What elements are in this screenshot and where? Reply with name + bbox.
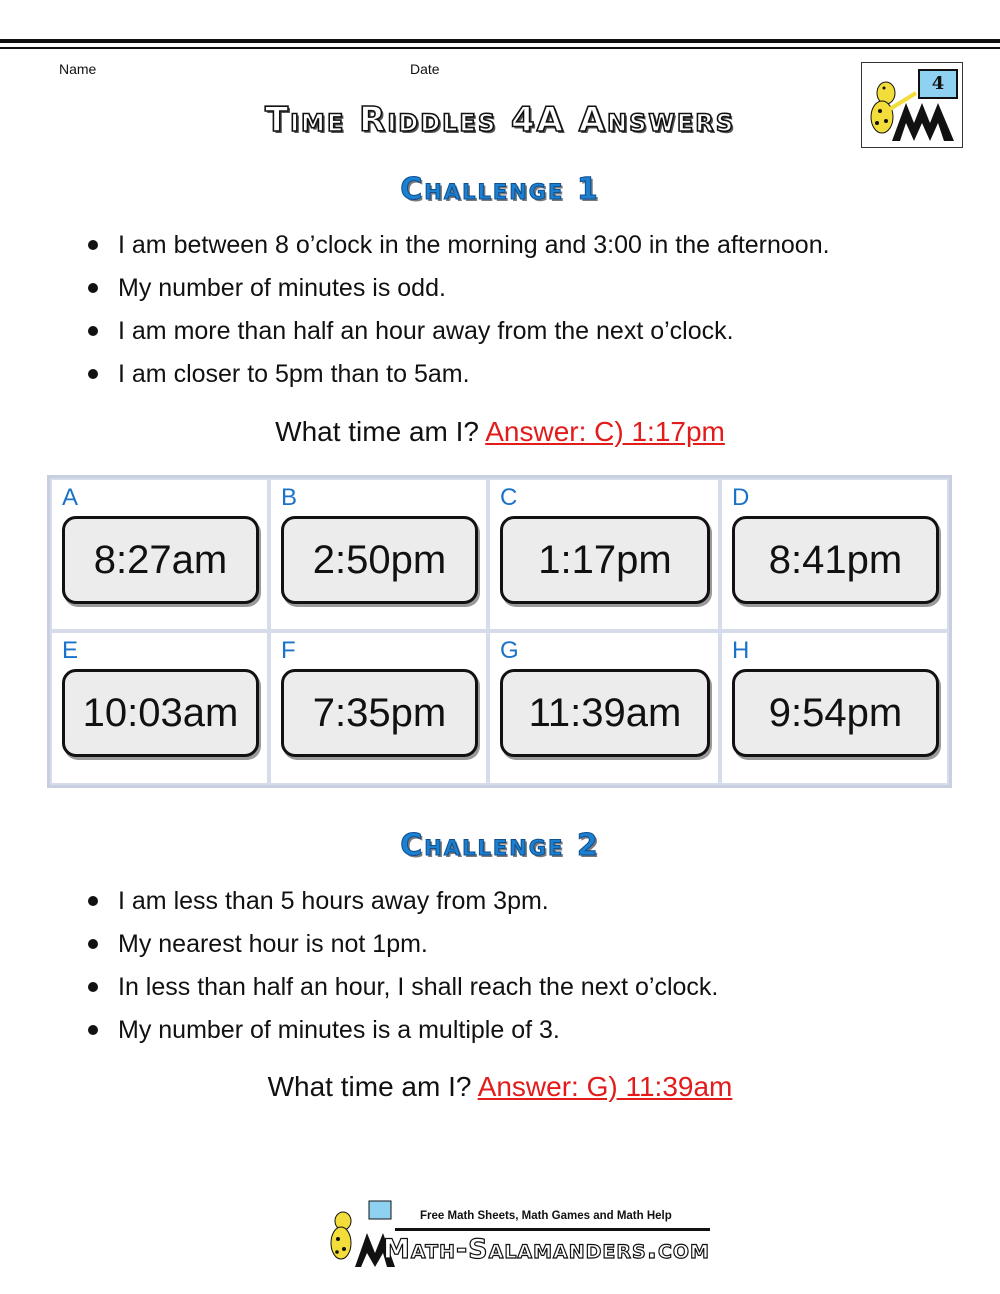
challenge-1-heading: Challenge 1 [400, 172, 600, 207]
option-time: 2:50pm [281, 516, 478, 604]
option-time: 8:27am [62, 516, 259, 604]
option-time: 9:54pm [732, 669, 939, 757]
option-time: 1:17pm [500, 516, 710, 604]
name-label: Name [59, 61, 97, 77]
option-card [50, 631, 269, 785]
bullet-icon [88, 240, 98, 250]
option-time: 8:41pm [732, 516, 939, 604]
option-letter: B [281, 484, 298, 511]
list-item: My number of minutes is odd. [88, 273, 830, 316]
challenge-2-clues [88, 886, 718, 1058]
page-title: Time Riddles 4A Answers [264, 100, 736, 140]
list-item: I am more than half an hour away from the next o’clock. [88, 316, 830, 359]
option-card [488, 478, 720, 631]
list-item: My number of minutes is a multiple of 3. [88, 1015, 718, 1058]
option-time: 7:35pm [281, 669, 478, 757]
challenge-1-clues [88, 230, 830, 402]
challenge-1-answer: Answer: C) 1:17pm [485, 416, 725, 447]
option-time: 10:03am [62, 669, 259, 757]
options-grid [47, 475, 952, 788]
bullet-icon [88, 896, 98, 906]
challenge-2-question: What time am I? Answer: G) 11:39am [267, 1071, 733, 1102]
bullet-icon [88, 369, 98, 379]
option-time: 11:39am [500, 669, 710, 757]
option-letter: H [732, 637, 750, 664]
option-letter: A [62, 484, 79, 511]
challenge-2-answer: Answer: G) 11:39am [477, 1071, 733, 1102]
option-card [50, 478, 269, 631]
date-label: Date [410, 61, 440, 77]
option-letter: E [62, 637, 79, 664]
top-rule [0, 39, 1000, 43]
footer-rule [395, 1228, 710, 1231]
bullet-icon [88, 283, 98, 293]
challenge-2-heading: Challenge 2 [400, 828, 600, 863]
option-letter: F [281, 637, 296, 664]
challenge-1-question: What time am I? Answer: C) 1:17pm [275, 416, 725, 447]
option-card [720, 631, 949, 785]
option-card [269, 478, 488, 631]
option-letter: C [500, 484, 518, 511]
footer-tagline: Free Math Sheets, Math Games and Math Help [420, 1210, 672, 1222]
list-item: I am closer to 5pm than to 5am. [88, 359, 830, 402]
bullet-icon [88, 326, 98, 336]
footer-site-name: Math-Salamanders.com [383, 1234, 710, 1265]
bullet-icon [88, 1025, 98, 1035]
list-item: My nearest hour is not 1pm. [88, 929, 718, 972]
option-letter: G [500, 637, 519, 664]
bullet-icon [88, 939, 98, 949]
top-rule-thin [0, 47, 1000, 49]
grade-badge: 4 [918, 69, 958, 99]
bullet-icon [88, 982, 98, 992]
option-letter: D [732, 484, 750, 511]
list-item: In less than half an hour, I shall reach the next o’clock. [88, 972, 718, 1015]
option-card [720, 478, 949, 631]
option-card [269, 631, 488, 785]
list-item: I am less than 5 hours away from 3pm. [88, 886, 718, 929]
option-card [488, 631, 720, 785]
list-item: I am between 8 o’clock in the morning and 3:00 in the afternoon. [88, 230, 830, 273]
